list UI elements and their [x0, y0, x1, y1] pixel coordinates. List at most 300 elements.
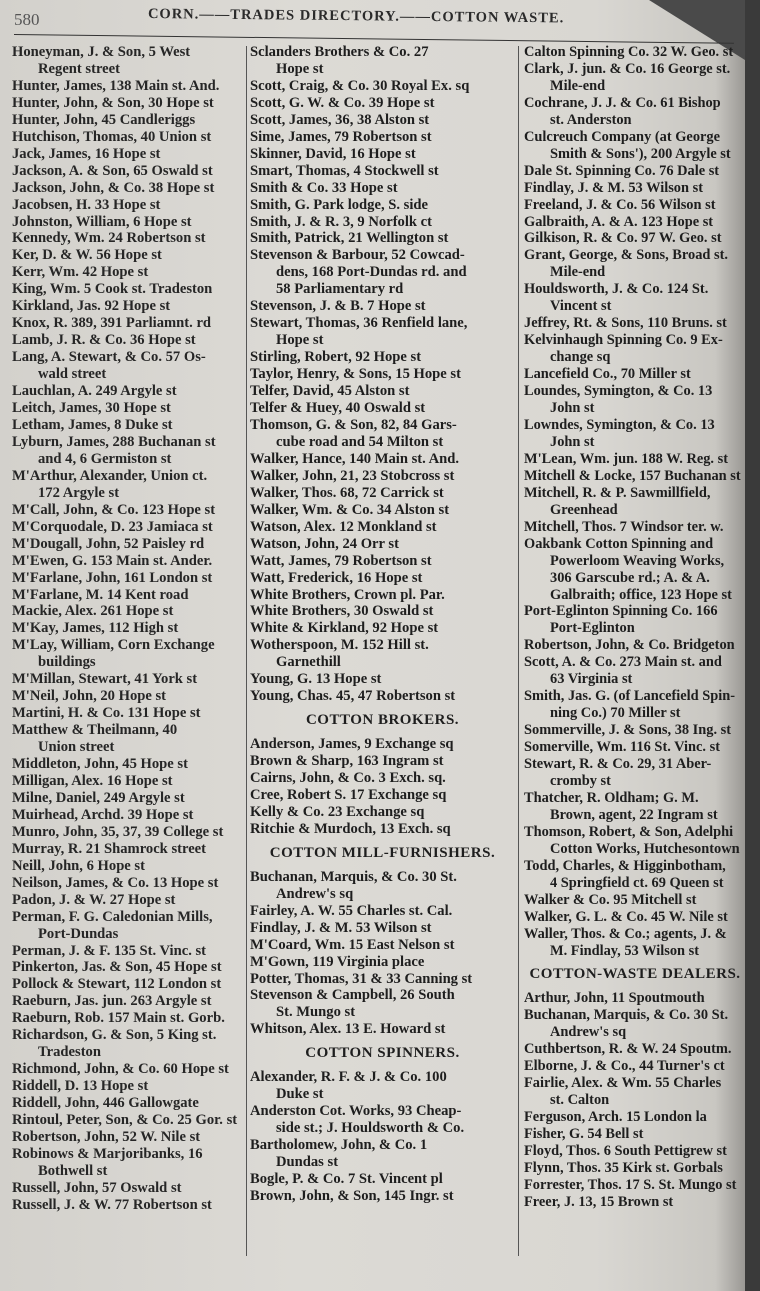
entry-continuation-line: John st [550, 433, 595, 450]
entry-continuation-line: Hope st [276, 60, 324, 77]
directory-entry [12, 315, 244, 332]
directory-entry [524, 61, 746, 95]
directory-entry [12, 230, 244, 247]
directory-entry [12, 943, 244, 960]
entry-continuation-line: st. Anderston [550, 111, 632, 128]
entry-continuation-line: change sq [550, 349, 611, 366]
directory-entry [250, 315, 515, 349]
entry-line: Jacobsen, H. 33 Hope st [12, 196, 161, 213]
entry-line: Watson, Alex. 12 Monkland st [250, 518, 437, 535]
directory-entry [12, 671, 244, 688]
directory-entry [250, 502, 515, 519]
section-heading: COTTON MILL-FURNISHERS. [269, 844, 496, 861]
entry-line: Neilson, James, & Co. 13 Hope st [12, 874, 219, 891]
directory-entry [250, 1188, 515, 1205]
entry-line: Ferguson, Arch. 15 London la [524, 1109, 707, 1126]
directory-entry [250, 1021, 515, 1038]
entry-line: Stirling, Robert, 92 Hope st [250, 349, 422, 366]
entry-line: Freeland, J. & Co. 56 Wilson st [524, 196, 716, 213]
directory-entry [12, 620, 244, 637]
page-number: 580 [14, 10, 40, 29]
entry-line: Houldsworth, J. & Co. 124 St. [524, 281, 709, 298]
entry-continuation-line: Hope st [276, 332, 324, 349]
directory-entry [524, 858, 746, 892]
entry-line: Thomson, G. & Son, 82, 84 Gars- [250, 416, 457, 433]
entry-line: Walker, Thos. 68, 72 Carrick st [250, 484, 444, 501]
directory-entry [12, 909, 244, 943]
directory-entry [250, 519, 515, 536]
entry-line: Stevenson & Campbell, 26 South [250, 987, 455, 1004]
entry-line: Fisher, G. 54 Bell st [524, 1126, 644, 1143]
entry-line: Culcreuch Company (at George [524, 128, 720, 145]
directory-entry [250, 903, 515, 920]
directory-entry [250, 603, 515, 620]
directory-entry [250, 620, 515, 637]
entry-line: Riddell, John, 446 Gallowgate [12, 1095, 199, 1112]
entry-line: Padon, J. & W. 27 Hope st [12, 891, 176, 908]
directory-column-1 [12, 44, 244, 1214]
entry-line: Young, Chas. 45, 47 Robertson st [250, 688, 456, 705]
entry-continuation-line: Union street [38, 739, 115, 756]
directory-entry [12, 553, 244, 570]
entry-line: Whitson, Alex. 13 E. Howard st [250, 1021, 446, 1038]
entry-line: Brown & Sharp, 163 Ingram st [250, 753, 444, 770]
directory-entry [12, 180, 244, 197]
directory-entry [250, 1171, 515, 1188]
directory-entry [524, 790, 746, 824]
directory-entry [12, 892, 244, 909]
entry-line: Lang, A. Stewart, & Co. 57 Os- [12, 349, 206, 366]
directory-entry [12, 976, 244, 993]
directory-entry [250, 95, 515, 112]
entry-line: Anderson, James, 9 Exchange sq [250, 736, 454, 753]
directory-entry [524, 739, 746, 756]
entry-line: Somerville, Wm. 116 St. Vinc. st [524, 739, 721, 756]
entry-line: Smart, Thomas, 4 Stockwell st [250, 162, 439, 179]
entry-line: Milne, Daniel, 249 Argyle st [12, 789, 185, 806]
entry-continuation-line: cube road and 54 Milton st [276, 433, 444, 450]
directory-entry [524, 756, 746, 790]
directory-entry [524, 163, 746, 180]
entry-line: Pollock & Stewart, 112 London st [12, 976, 222, 993]
directory-entry [12, 383, 244, 400]
entry-line: Munro, John, 35, 37, 39 College st [12, 823, 224, 840]
directory-entry [12, 959, 244, 976]
directory-entry [524, 95, 746, 129]
directory-entry [250, 671, 515, 688]
directory-entry [12, 349, 244, 383]
directory-entry [524, 1075, 746, 1109]
entry-line: Scott, James, 36, 38 Alston st [250, 111, 430, 128]
entry-line: Scott, Craig, & Co. 30 Royal Ex. sq [250, 77, 470, 94]
entry-line: Russell, John, 57 Oswald st [12, 1179, 182, 1196]
entry-line: Potter, Thomas, 31 & 33 Canning st [250, 970, 473, 987]
entry-line: Walker, G. L. & Co. 45 W. Nile st [524, 908, 728, 925]
entry-line: Scott, G. W. & Co. 39 Hope st [250, 94, 435, 111]
entry-line: Smith, Jas. G. (of Lancefield Spin- [524, 688, 736, 705]
entry-line: M'Neil, John, 20 Hope st [12, 688, 167, 705]
directory-entry [12, 722, 244, 756]
entry-line: M'Millan, Stewart, 41 York st [12, 671, 198, 688]
entry-line: Pinkerton, Jas. & Son, 45 Hope st [12, 959, 222, 976]
directory-entry [250, 451, 515, 468]
entry-line: Loundes, Symington, & Co. 13 [524, 383, 713, 400]
entry-line: Stewart, R. & Co. 29, 31 Aber- [524, 756, 712, 773]
entry-line: M'Arthur, Alexander, Union ct. [12, 467, 208, 484]
directory-column-2 [250, 44, 515, 1205]
entry-line: Richardson, G. & Son, 5 King st. [12, 1027, 217, 1044]
directory-entry [250, 298, 515, 315]
entry-line: Walker, Hance, 140 Main st. And. [250, 450, 460, 467]
directory-entry [12, 332, 244, 349]
entry-line: Raeburn, Rob. 157 Main st. Gorb. [12, 1010, 225, 1027]
entry-line: Mitchell, R. & P. Sawmillfield, [524, 484, 711, 501]
directory-entry [250, 1137, 515, 1171]
entry-continuation-line: Galbraith; office, 123 Hope st [550, 586, 732, 603]
entry-continuation-line: Dundas st [276, 1154, 339, 1171]
entry-line: Martini, H. & Co. 131 Hope st [12, 705, 201, 722]
entry-line: Russell, J. & W. 77 Robertson st [12, 1196, 212, 1213]
directory-entry [250, 230, 515, 247]
directory-entry [250, 736, 515, 753]
directory-column-3 [524, 44, 746, 1211]
entry-line: M'Corquodale, D. 23 Jamiaca st [12, 518, 213, 535]
entry-line: M'Lay, William, Corn Exchange [12, 637, 215, 654]
directory-entry [250, 937, 515, 954]
entry-line: Cuthbertson, R. & W. 24 Spoutm. [524, 1041, 732, 1058]
directory-entry [12, 214, 244, 231]
entry-line: Ritchie & Murdoch, 13 Exch. sq [250, 820, 451, 837]
entry-line: Flynn, Thos. 35 Kirk st. Gorbals [524, 1159, 723, 1176]
entry-line: Mackie, Alex. 261 Hope st [12, 603, 174, 620]
entry-line: Riddell, D. 13 Hope st [12, 1078, 149, 1095]
directory-entry [524, 637, 746, 654]
directory-entry [12, 570, 244, 587]
entry-line: Lowndes, Symington, & Co. 13 [524, 416, 715, 433]
directory-entry [12, 78, 244, 95]
entry-line: Telfer & Huey, 40 Oswald st [250, 400, 426, 417]
entry-line: Jeffrey, Rt. & Sons, 110 Bruns. st [524, 315, 727, 332]
entry-line: Honeyman, J. & Son, 5 West [12, 44, 191, 60]
directory-entry [12, 44, 244, 78]
directory-entry [524, 281, 746, 315]
directory-entry [250, 821, 515, 838]
entry-line: Smith, J. & R. 3, 9 Norfolk ct [250, 213, 433, 230]
directory-entry [12, 112, 244, 129]
directory-entry [250, 112, 515, 129]
directory-entry [250, 954, 515, 971]
entry-line: M'Coard, Wm. 15 East Nelson st [250, 936, 455, 953]
directory-entry [524, 180, 746, 197]
directory-entry [524, 926, 746, 960]
entry-continuation-line: Smith & Sons'), 200 Argyle st [550, 145, 731, 162]
directory-entry [250, 920, 515, 937]
directory-entry [250, 553, 515, 570]
entry-line: Watson, John, 24 Orr st [250, 535, 399, 552]
entry-line: Murray, R. 21 Shamrock street [12, 840, 207, 857]
directory-entry [12, 841, 244, 858]
entry-continuation-line: ning Co.) 70 Miller st [550, 705, 681, 722]
directory-entry [524, 1143, 746, 1160]
directory-entry [250, 468, 515, 485]
directory-entry [12, 756, 244, 773]
section-heading: COTTON SPINNERS. [305, 1045, 460, 1062]
section-heading: COTTON BROKERS. [305, 712, 460, 729]
directory-entry [524, 383, 746, 417]
entry-line: Telfer, David, 45 Alston st [250, 383, 410, 400]
entry-line: Fairley, A. W. 55 Charles st. Cal. [250, 902, 453, 919]
entry-line: Stewart, Thomas, 36 Renfield lane, [250, 315, 468, 332]
directory-entry [250, 146, 515, 163]
entry-line: Leitch, James, 30 Hope st [12, 400, 171, 417]
entry-line: Letham, James, 8 Duke st [12, 416, 173, 433]
entry-continuation-line: Cotton Works, Hutchesontown [550, 840, 740, 857]
entry-line: Elborne, J. & Co., 44 Turner's ct [524, 1058, 725, 1075]
entry-line: Johnston, William, 6 Hope st [12, 213, 192, 230]
entry-line: Floyd, Thos. 6 South Pettigrew st [524, 1143, 727, 1159]
entry-line: Rintoul, Peter, Son, & Co. 25 Gor. st [12, 1112, 238, 1129]
header-rule [14, 34, 734, 44]
directory-entry [524, 1194, 746, 1211]
directory-entry [524, 990, 746, 1007]
directory-entry [524, 688, 746, 722]
directory-entry [524, 1160, 746, 1177]
directory-entry [524, 247, 746, 281]
directory-entry [524, 44, 746, 61]
entry-continuation-line: Mile-end [550, 77, 606, 94]
directory-entry [524, 417, 746, 451]
directory-entry [12, 807, 244, 824]
directory-entry [250, 247, 515, 298]
entry-line: Mitchell, Thos. 7 Windsor ter. w. [524, 518, 724, 535]
directory-entry [524, 197, 746, 214]
entry-line: Hunter, John, & Son, 30 Hope st [12, 94, 214, 111]
directory-entry [250, 44, 515, 78]
entry-line: Matthew & Theilmann, 40 [12, 722, 178, 739]
entry-continuation-line: Greenhead [550, 501, 618, 518]
entry-line: Sclanders Brothers & Co. 27 [250, 44, 429, 60]
directory-entry [524, 485, 746, 519]
directory-entry [12, 1129, 244, 1146]
directory-entry [250, 214, 515, 231]
entry-line: Perman, J. & F. 135 St. Vinc. st [12, 942, 207, 959]
directory-entry [12, 264, 244, 281]
entry-continuation-line: st. Calton [550, 1092, 610, 1109]
entry-continuation-line: Andrew's sq [550, 1024, 627, 1041]
entry-line: Galbraith, A. & A. 123 Hope st [524, 213, 714, 230]
directory-entry [524, 1126, 746, 1143]
entry-line: Stevenson & Barbour, 52 Cowcad- [250, 247, 465, 264]
entry-continuation-line: Bothwell st [38, 1162, 108, 1179]
directory-entry [250, 180, 515, 197]
directory-entry [12, 536, 244, 553]
directory-entry [250, 770, 515, 787]
entry-line: Clark, J. jun. & Co. 16 George st. [524, 60, 731, 77]
column-divider [518, 46, 519, 1256]
entry-line: White Brothers, Crown pl. Par. [250, 586, 445, 603]
entry-line: King, Wm. 5 Cook st. Tradeston [12, 281, 213, 298]
directory-entry [12, 993, 244, 1010]
entry-continuation-line: John st [550, 400, 595, 417]
entry-line: Freer, J. 13, 15 Brown st [524, 1193, 674, 1210]
entry-line: Knox, R. 389, 391 Parliamnt. rd [12, 315, 212, 332]
directory-entry [12, 790, 244, 807]
entry-continuation-line: Tradeston [38, 1044, 101, 1061]
directory-entry [250, 485, 515, 502]
directory-entry [12, 417, 244, 434]
entry-line: Brown, John, & Son, 145 Ingr. st [250, 1187, 454, 1204]
directory-entry [250, 804, 515, 821]
entry-line: Buchanan, Marquis, & Co. 30 St. [250, 868, 457, 885]
entry-line: Findlay, J. & M. 53 Wilson st [250, 919, 432, 936]
directory-entry [524, 366, 746, 383]
directory-entry [12, 1197, 244, 1214]
entry-continuation-line: Regent street [38, 60, 120, 77]
entry-line: Lamb, J. R. & Co. 36 Hope st [12, 332, 196, 349]
entry-continuation-line: St. Mungo st [276, 1004, 356, 1021]
directory-entry [250, 366, 515, 383]
entry-continuation-line: cromby st [550, 772, 611, 789]
entry-line: Young, G. 13 Hope st [250, 671, 382, 688]
entry-line: Raeburn, Jas. jun. 263 Argyle st [12, 993, 212, 1010]
entry-line: Milligan, Alex. 16 Hope st [12, 772, 173, 789]
entry-line: Sommerville, J. & Sons, 38 Ing. st [524, 722, 732, 739]
directory-entry [12, 502, 244, 519]
directory-entry [12, 603, 244, 620]
directory-entry [250, 417, 515, 451]
directory-entry [524, 519, 746, 536]
directory-entry [250, 197, 515, 214]
entry-line: Waller, Thos. & Co.; agents, J. & [524, 925, 727, 942]
entry-line: Hutchison, Thomas, 40 Union st [12, 128, 212, 145]
entry-line: Lancefield Co., 70 Miller st [524, 366, 691, 383]
directory-entry [524, 909, 746, 926]
directory-entry [12, 773, 244, 790]
directory-entry [250, 78, 515, 95]
directory-entry [524, 536, 746, 604]
directory-entry [524, 1007, 746, 1041]
directory-entry [524, 824, 746, 858]
entry-line: Wotherspoon, M. 152 Hill st. [250, 637, 429, 654]
directory-entry [524, 1177, 746, 1194]
directory-entry [12, 247, 244, 264]
directory-entry [250, 987, 515, 1021]
entry-line: Thomson, Robert, & Son, Adelphi [524, 823, 734, 840]
directory-entry [250, 570, 515, 587]
directory-entry [250, 400, 515, 417]
entry-line: Hunter, James, 138 Main st. And. [12, 77, 220, 94]
directory-entry [524, 603, 746, 637]
directory-entry [12, 1010, 244, 1027]
entry-line: Arthur, John, 11 Spoutmouth [524, 990, 705, 1007]
entry-line: Smith, G. Park lodge, S. side [250, 196, 428, 213]
entry-line: Calton Spinning Co. 32 W. Geo. st [524, 44, 734, 60]
running-head: CORN.——TRADES DIRECTORY.——COTTON WASTE. [147, 6, 565, 27]
entry-continuation-line: buildings [38, 654, 96, 671]
directory-entry [250, 536, 515, 553]
section-heading: COTTON-WASTE DEALERS. [529, 966, 741, 983]
directory-entry [12, 1061, 244, 1078]
entry-continuation-line: side st.; J. Houldsworth & Co. [276, 1120, 465, 1137]
directory-entry [12, 705, 244, 722]
entry-line: Middleton, John, 45 Hope st [12, 756, 188, 773]
directory-entry [12, 1027, 244, 1061]
directory-entry [250, 787, 515, 804]
entry-line: Perman, F. G. Caledonian Mills, [12, 908, 213, 925]
entry-continuation-line: wald street [38, 366, 107, 383]
directory-entry [250, 163, 515, 180]
entry-line: Buchanan, Marquis, & Co. 30 St. [524, 1007, 729, 1024]
entry-continuation-line: 63 Virginia st [550, 671, 633, 688]
entry-line: Skinner, David, 16 Hope st [250, 145, 416, 162]
directory-entry [250, 637, 515, 671]
directory-entry [250, 587, 515, 604]
entry-line: Lyburn, James, 288 Buchanan st [12, 433, 216, 450]
directory-entry [250, 869, 515, 903]
entry-continuation-line: Garnethill [276, 654, 341, 671]
directory-entry [12, 95, 244, 112]
entry-line: Port-Eglinton Spinning Co. 166 [524, 603, 718, 620]
entry-line: Jackson, John, & Co. 38 Hope st [12, 179, 215, 196]
entry-line: Smith & Co. 33 Hope st [250, 179, 398, 196]
directory-entry [250, 129, 515, 146]
entry-continuation-line: 306 Garscube rd.; A. & A. [550, 569, 710, 586]
directory-entry [524, 332, 746, 366]
directory-entry [524, 892, 746, 909]
directory-entry [12, 197, 244, 214]
directory-entry [12, 875, 244, 892]
directory-entry [524, 1058, 746, 1075]
entry-continuation-line: Powerloom Weaving Works, [550, 552, 725, 569]
entry-line: M'Call, John, & Co. 123 Hope st [12, 501, 216, 518]
entry-line: Robertson, John, & Co. Bridgeton [524, 637, 735, 654]
entry-line: Smith, Patrick, 21 Wellington st [250, 230, 449, 247]
entry-continuation-line: Duke st [276, 1086, 324, 1103]
entry-continuation-line: Andrew's sq [276, 885, 354, 902]
entry-line: Mitchell & Locke, 157 Buchanan st [524, 467, 741, 484]
entry-continuation-line: 58 Parliamentary rd [276, 281, 404, 298]
directory-entry [524, 654, 746, 688]
directory-entry [12, 587, 244, 604]
entry-line: Watt, Frederick, 16 Hope st [250, 569, 423, 586]
directory-entry [12, 298, 244, 315]
directory-entry [524, 468, 746, 485]
entry-line: Richmond, John, & Co. 60 Hope st [12, 1061, 229, 1078]
entry-line: Thatcher, R. Oldham; G. M. [524, 789, 699, 806]
directory-entry [12, 824, 244, 841]
entry-continuation-line: Port-Dundas [38, 925, 119, 942]
directory-entry [524, 315, 746, 332]
directory-entry [250, 1069, 515, 1103]
entry-line: Sime, James, 79 Robertson st [250, 128, 432, 145]
entry-line: Cairns, John, & Co. 3 Exch. sq. [250, 770, 446, 787]
directory-entry [12, 1180, 244, 1197]
entry-line: Watt, James, 79 Robertson st [250, 552, 432, 569]
entry-line: Todd, Charles, & Higginbotham, [524, 857, 726, 874]
directory-entry [524, 230, 746, 247]
entry-line: Scott, A. & Co. 273 Main st. and [524, 654, 722, 671]
entry-line: Muirhead, Archd. 39 Hope st [12, 806, 194, 823]
directory-entry [250, 1103, 515, 1137]
entry-line: Dale St. Spinning Co. 76 Dale st [524, 162, 720, 179]
entry-line: Anderston Cot. Works, 93 Cheap- [250, 1103, 462, 1120]
entry-line: Oakbank Cotton Spinning and [524, 535, 714, 552]
directory-entry [12, 281, 244, 298]
entry-line: M'Lean, Wm. jun. 188 W. Reg. st [524, 450, 729, 467]
entry-line: Bartholomew, John, & Co. 1 [250, 1137, 428, 1154]
entry-line: Grant, George, & Sons, Broad st. [524, 247, 728, 264]
entry-line: Stevenson, J. & B. 7 Hope st [250, 298, 426, 315]
